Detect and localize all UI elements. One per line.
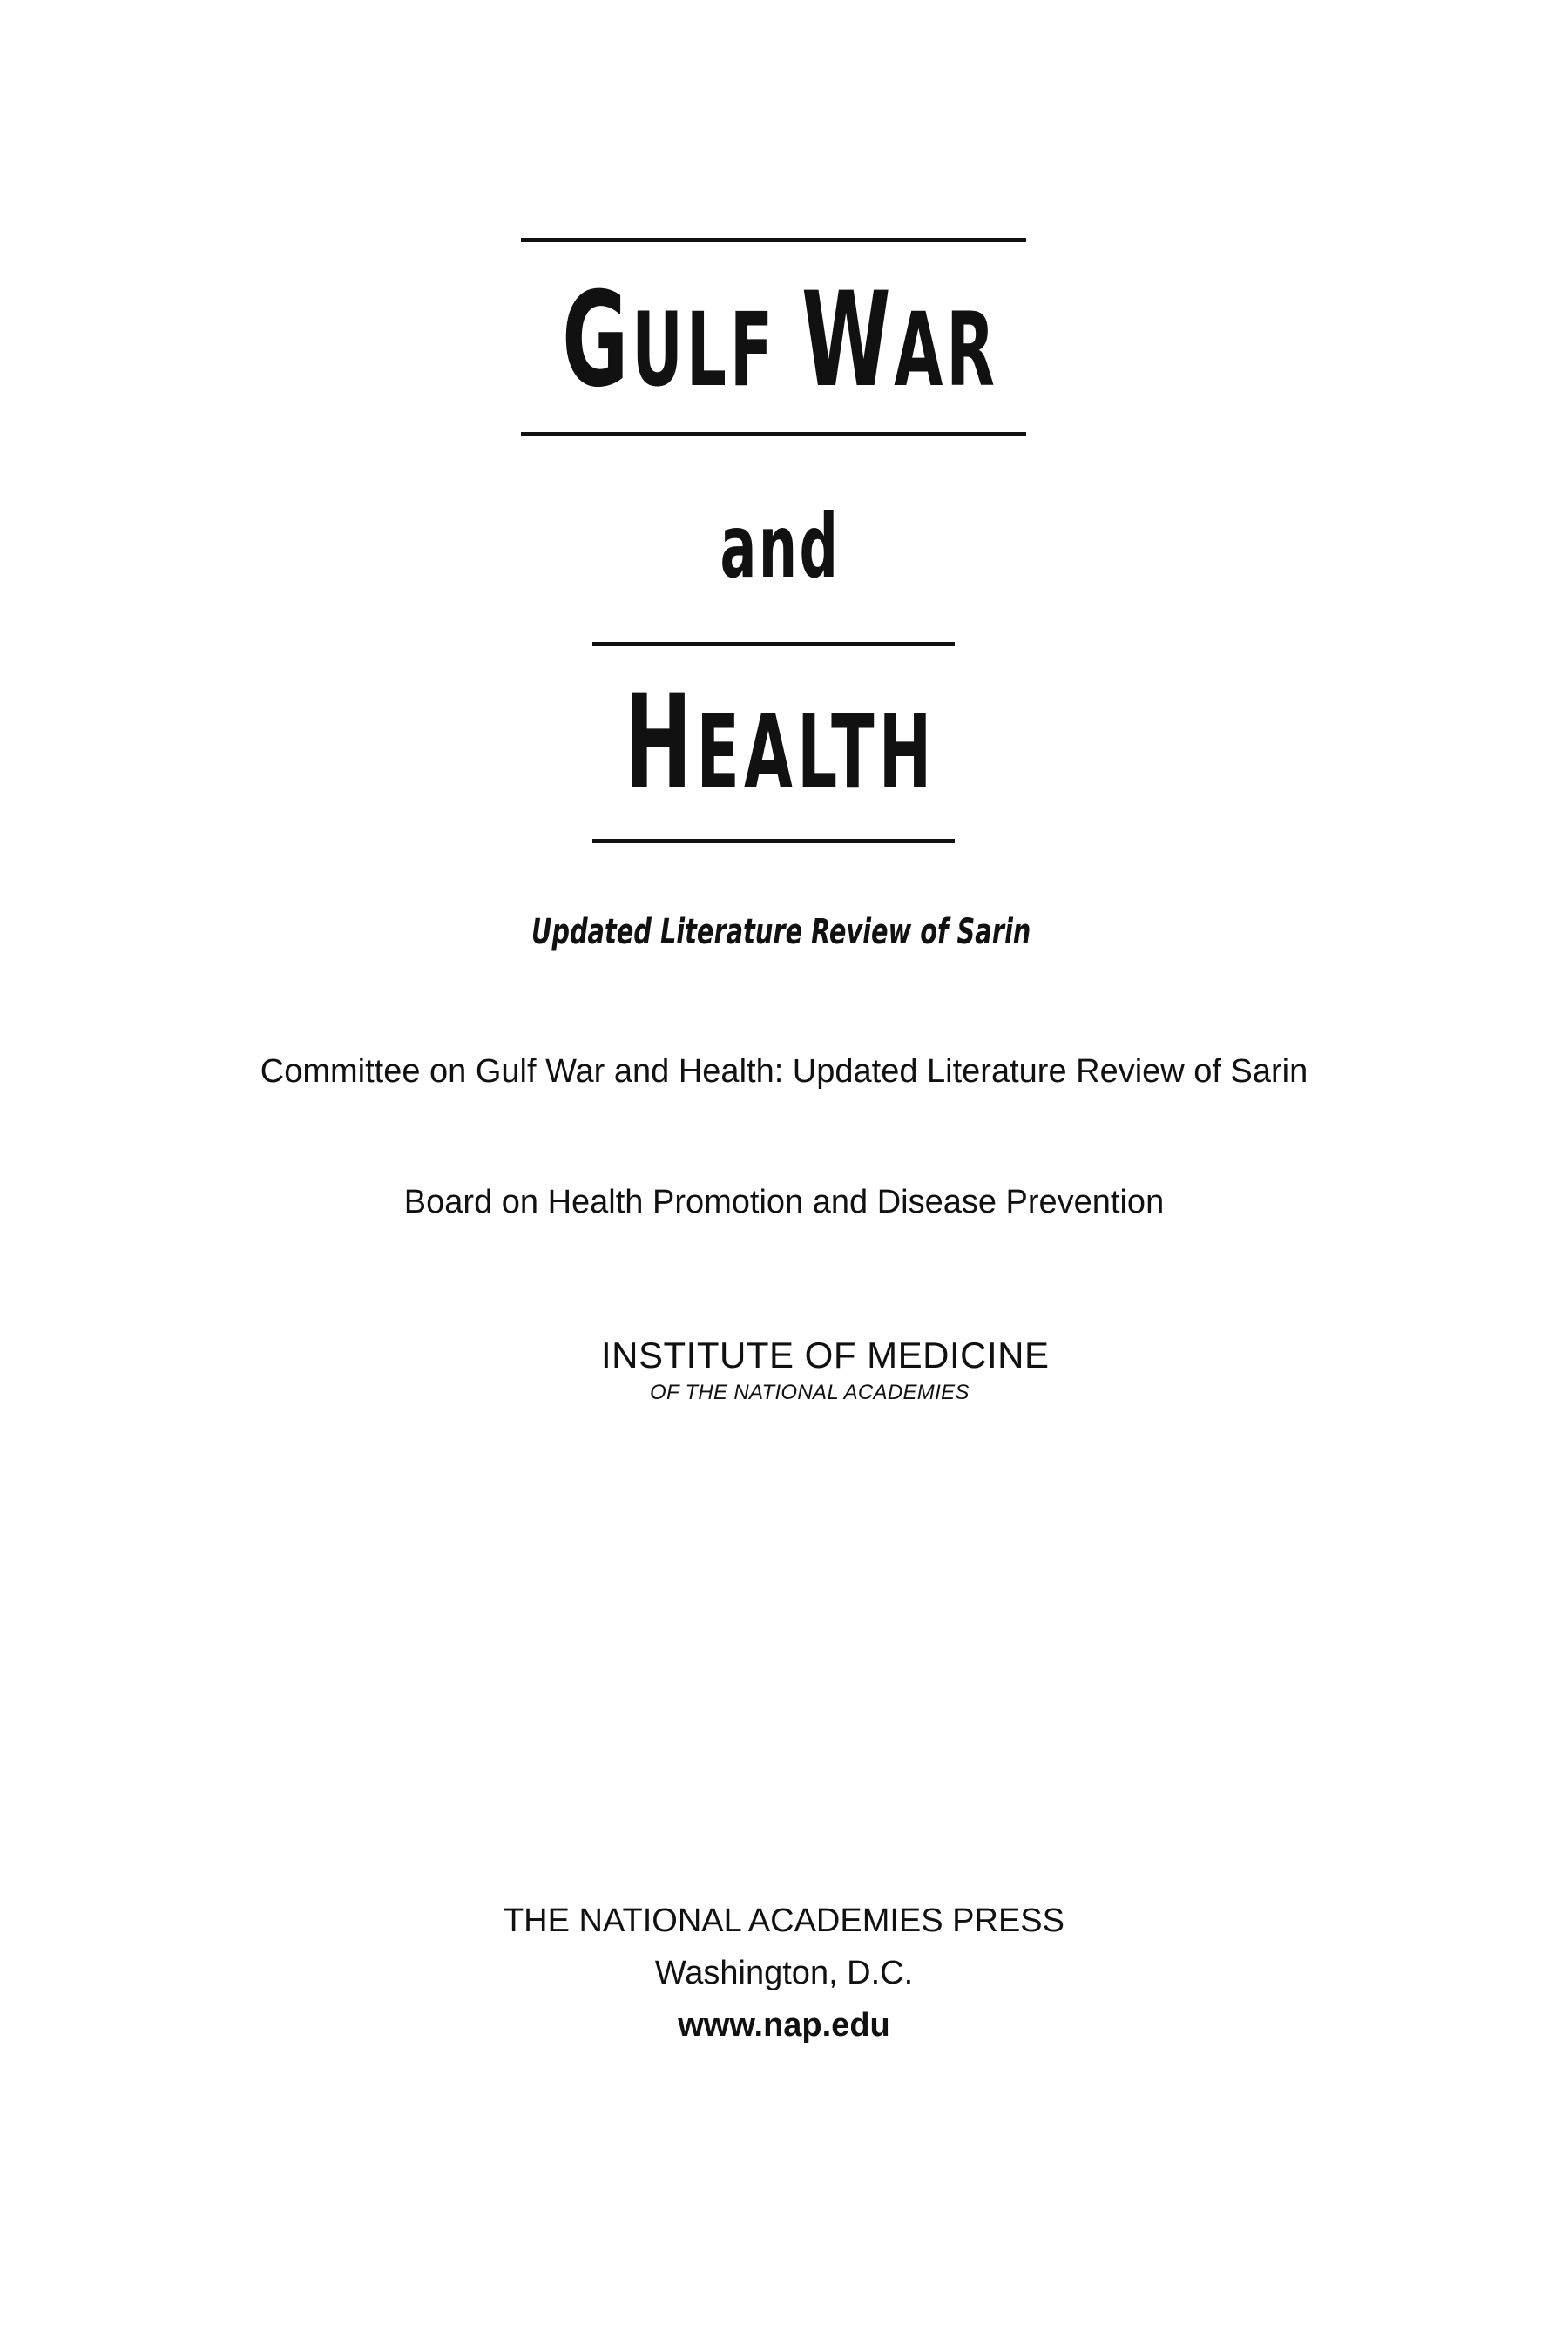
title-health bbox=[294, 660, 1266, 826]
title-war-initial: W bbox=[801, 265, 895, 416]
title-gulf-rest: ULF bbox=[632, 290, 801, 409]
title-connector: and bbox=[720, 496, 841, 598]
institute-name: INSTITUTE OF MEDICINE bbox=[601, 1335, 1050, 1375]
publisher-url[interactable]: www.nap.edu bbox=[678, 2007, 890, 2044]
board-name: Board on Health Promotion and Disease Prevention bbox=[403, 1184, 1165, 1220]
institute-logo bbox=[601, 1333, 1050, 1404]
title-middle-rule-lower bbox=[592, 642, 955, 646]
title-war-rest: AR bbox=[894, 290, 998, 409]
title-gulf-initial: G bbox=[562, 265, 632, 416]
title-gulf-war bbox=[294, 258, 1266, 423]
publisher-name: THE NATIONAL ACADEMIES PRESS bbox=[503, 1903, 1065, 1939]
book-subtitle: Updated Literature Review of Sarin bbox=[531, 912, 1031, 952]
title-health-initial: H bbox=[624, 667, 697, 819]
title-top-rule bbox=[521, 238, 1026, 242]
title-bottom-rule bbox=[592, 839, 955, 843]
committee-name: Committee on Gulf War and Health: Updated Literature Review of Sarin bbox=[260, 1053, 1308, 1090]
institute-subname: OF THE NATIONAL ACADEMIES bbox=[650, 1381, 970, 1404]
title-health-rest: EALTH bbox=[696, 693, 936, 812]
title-middle-rule-upper bbox=[521, 432, 1026, 436]
publisher-city: Washington, D.C. bbox=[654, 1955, 914, 1991]
